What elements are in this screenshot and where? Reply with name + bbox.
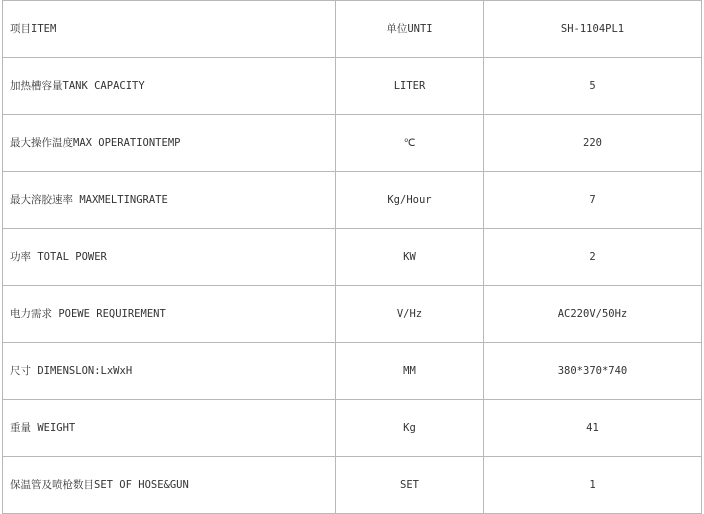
item-cell: 功率 TOTAL POWER bbox=[3, 229, 336, 286]
unit-cell: Kg/Hour bbox=[336, 172, 484, 229]
item-cell: 最大溶胶速率 MAXMELTINGRATE bbox=[3, 172, 336, 229]
item-cell: 尺寸 DIMENSLON:LxWxH bbox=[3, 343, 336, 400]
value-cell: 220 bbox=[484, 115, 702, 172]
unit-cell: KW bbox=[336, 229, 484, 286]
table-row bbox=[3, 400, 702, 457]
spec-table bbox=[2, 0, 702, 514]
header-item-cell: 项目ITEM bbox=[3, 1, 336, 58]
value-cell: AC220V/50Hz bbox=[484, 286, 702, 343]
unit-cell: SET bbox=[336, 457, 484, 514]
table-row bbox=[3, 343, 702, 400]
item-cell: 加热槽容量TANK CAPACITY bbox=[3, 58, 336, 115]
value-cell: 380*370*740 bbox=[484, 343, 702, 400]
unit-cell: Kg bbox=[336, 400, 484, 457]
value-cell: 2 bbox=[484, 229, 702, 286]
header-model-cell: SH-1104PL1 bbox=[484, 1, 702, 58]
unit-cell: MM bbox=[336, 343, 484, 400]
value-cell: 7 bbox=[484, 172, 702, 229]
table-row bbox=[3, 229, 702, 286]
header-row bbox=[3, 1, 702, 58]
unit-cell: V/Hz bbox=[336, 286, 484, 343]
table-row bbox=[3, 172, 702, 229]
unit-cell: LITER bbox=[336, 58, 484, 115]
value-cell: 5 bbox=[484, 58, 702, 115]
header-unit-cell: 单位UNTI bbox=[336, 1, 484, 58]
table-row bbox=[3, 115, 702, 172]
value-cell: 1 bbox=[484, 457, 702, 514]
item-cell: 保温管及喷枪数目SET OF HOSE&GUN bbox=[3, 457, 336, 514]
item-cell: 最大操作温度MAX OPERATIONTEMP bbox=[3, 115, 336, 172]
unit-cell: ℃ bbox=[336, 115, 484, 172]
item-cell: 电力需求 POEWE REQUIREMENT bbox=[3, 286, 336, 343]
table-row bbox=[3, 286, 702, 343]
item-cell: 重量 WEIGHT bbox=[3, 400, 336, 457]
value-cell: 41 bbox=[484, 400, 702, 457]
table-row bbox=[3, 58, 702, 115]
table-row bbox=[3, 457, 702, 514]
